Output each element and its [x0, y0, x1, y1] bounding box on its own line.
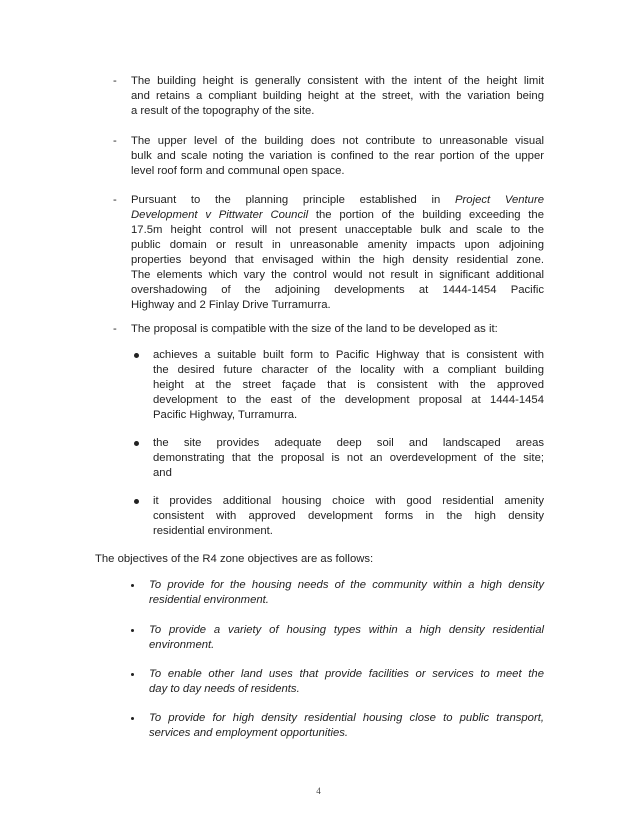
bullet-small-icon [131, 629, 134, 632]
sub-bullet-line: demonstrating that the proposal is not an overdevelopment of the site; [153, 452, 544, 464]
text-run: the portion of the building exceeding the [308, 209, 544, 221]
sub-bullet-line: it provides additional housing choice with good residential amenity [153, 495, 544, 507]
text-run: Highway and 2 Finlay Drive Turramurra. [131, 299, 331, 311]
sub-bullet-line: consistent with approved development forms in the high density [153, 510, 544, 522]
dash-item-line [131, 253, 544, 268]
objective-line: To provide a variety of housing types within a high density residential [149, 624, 544, 636]
dash-item-line [131, 134, 544, 149]
sub-bullet-line: the desired future character of the locality with a compliant building [153, 364, 544, 376]
dash-item-line [131, 322, 544, 337]
bullet-dot-icon [134, 499, 139, 504]
text-run: 17.5m height control will not present unacceptable bulk and scale to the [131, 224, 544, 236]
bullet-small-icon [131, 673, 134, 676]
sub-bullet-line: Pacific Highway, Turramurra. [153, 409, 298, 421]
sub-bullet-line: residential environment. [153, 525, 273, 537]
dash-item-line [131, 283, 544, 298]
text-run: The proposal is compatible with the size of the land to be developed as it: [131, 323, 498, 335]
text-run: properties beyond that envisaged within the high density residential zone. [131, 254, 544, 266]
case-citation: Development v Pittwater Council [131, 209, 309, 221]
dash-item-line [131, 208, 544, 223]
dash-item-line [131, 223, 544, 238]
text-run: public domain or result in unreasonable amenity impacts upon adjoining [131, 239, 544, 251]
sub-bullet-line: height at the street façade that is consistent with the approved [153, 379, 544, 391]
dash-item-line [131, 89, 544, 104]
dash-item-line [131, 164, 544, 179]
bullet-dot-icon [134, 441, 139, 446]
sub-bullet-line: and [153, 467, 172, 479]
bullet-small-icon [131, 584, 134, 587]
text-run: a result of the topography of the site. [131, 105, 315, 117]
bullet-small-icon [131, 717, 134, 720]
dash-marker: - [113, 194, 117, 206]
text-run: Pursuant to the planning principle established in [131, 194, 455, 206]
page-number: 4 [316, 786, 321, 796]
objective-line: To provide for high density residential housing close to public transport, [149, 712, 544, 724]
text-run: The building height is generally consistent with the intent of the height limit [131, 75, 544, 87]
objectives-intro: The objectives of the R4 zone objectives are as follows: [95, 553, 374, 565]
dash-marker: - [113, 75, 117, 87]
text-run: The elements which vary the control would not result in significant additional [131, 269, 544, 281]
dash-item-line [131, 268, 544, 283]
dash-item-line [131, 104, 544, 119]
text-run: The upper level of the building does not contribute to unreasonable visual [131, 135, 544, 147]
text-run: bulk and scale noting the variation is confined to the rear portion of the upper [131, 150, 544, 162]
dash-item-line [131, 149, 544, 164]
bullet-dot-icon [134, 353, 139, 358]
text-run: overshadowing of the adjoining developments at 1444-1454 Pacific [131, 284, 544, 296]
case-citation: Project Venture [454, 194, 544, 206]
objective-line: To enable other land uses that provide facilities or services to meet the [149, 668, 544, 680]
dash-item-line [131, 238, 544, 253]
dash-item-line [131, 193, 544, 208]
objective-line: To provide for the housing needs of the community within a high density [149, 579, 544, 591]
sub-bullet-line: development to the east of the development proposal at 1444-1454 [153, 394, 544, 406]
objective-line: residential environment. [149, 594, 269, 606]
dash-marker: - [113, 135, 117, 147]
sub-bullet-line: achieves a suitable built form to Pacific Highway that is consistent with [153, 349, 544, 361]
dash-item-line [131, 298, 544, 313]
dash-item-line [131, 74, 544, 89]
objective-line: day to day needs of residents. [149, 683, 300, 695]
objective-line: services and employment opportunities. [149, 727, 349, 739]
sub-bullet-line: the site provides adequate deep soil and landscaped areas [153, 437, 544, 449]
text-run: and retains a compliant building height at the street, with the variation being [131, 90, 544, 102]
objective-line: environment. [149, 639, 215, 651]
text-run: level roof form and communal open space. [131, 165, 345, 177]
dash-marker: - [113, 323, 117, 335]
